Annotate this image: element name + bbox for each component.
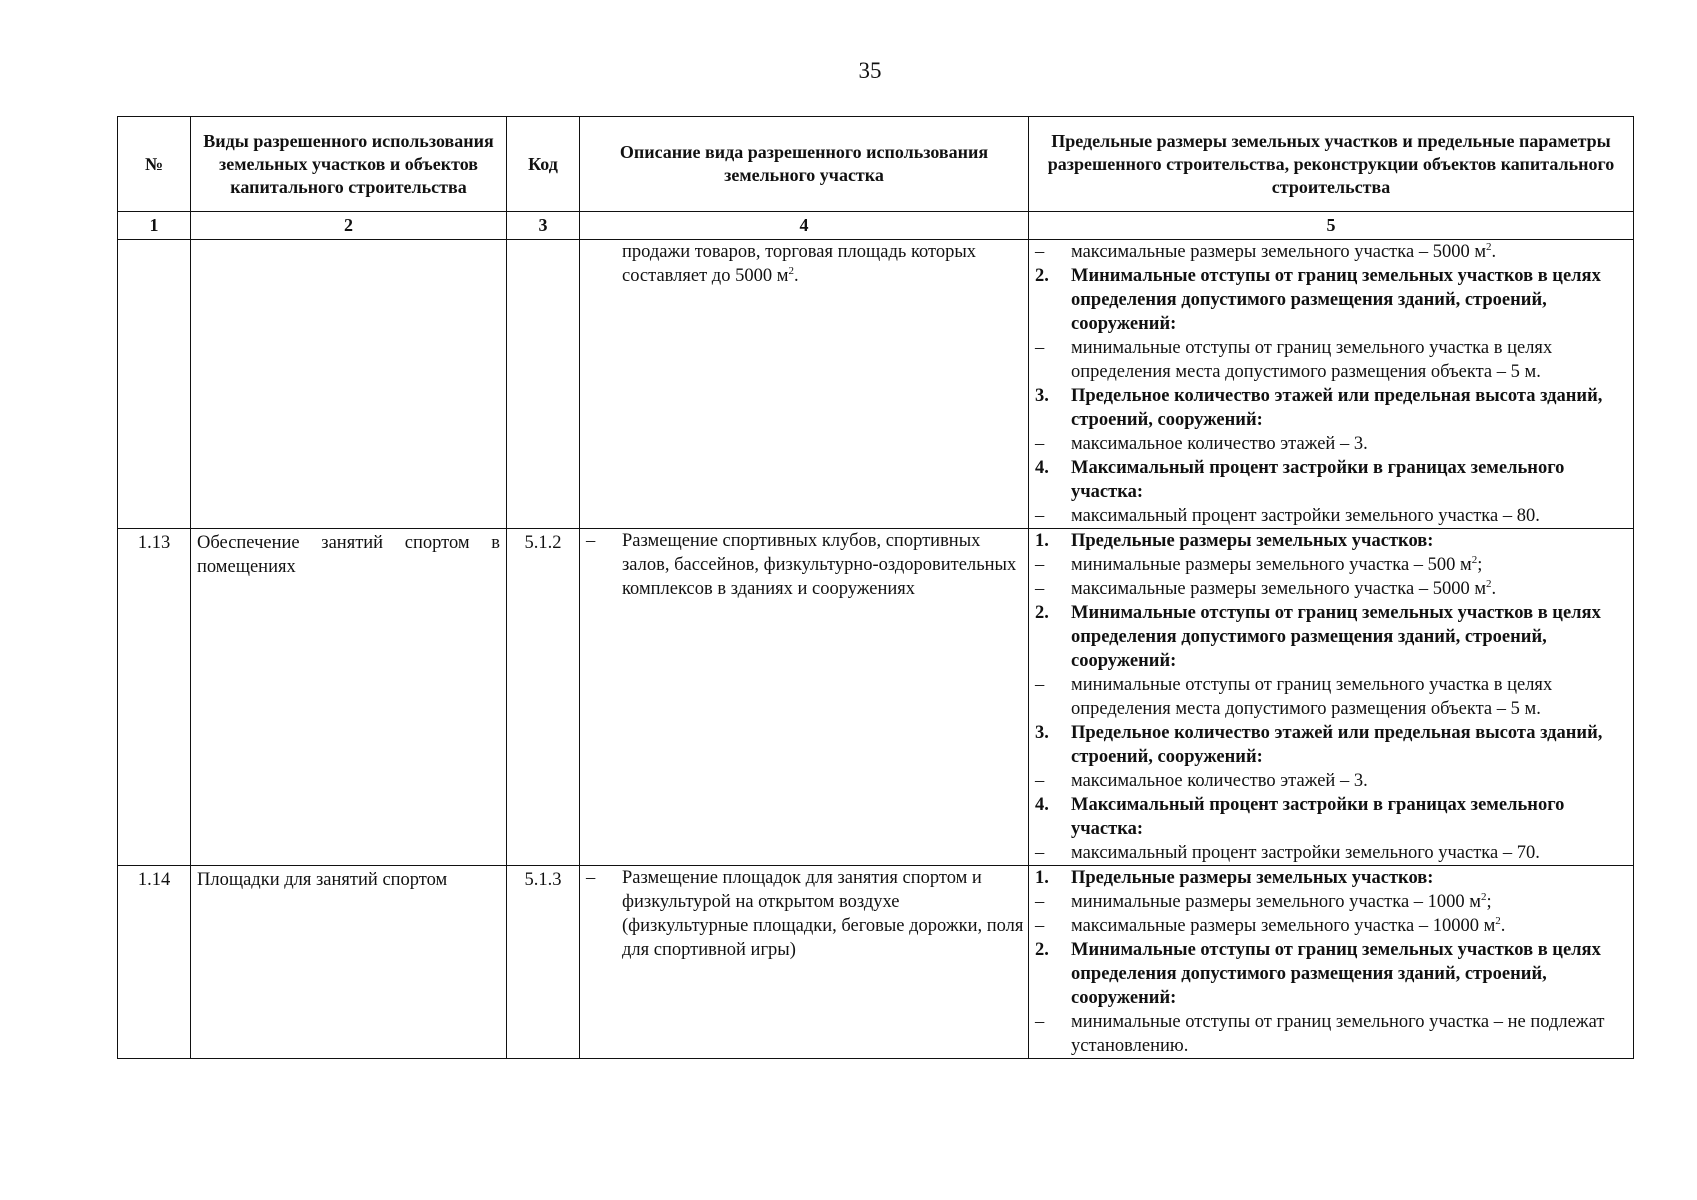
list-marker: – — [1035, 916, 1045, 936]
table-row — [118, 529, 1634, 866]
row-number: 1.14 — [118, 866, 191, 1059]
parameter-heading — [1029, 456, 1625, 504]
header-num: № — [118, 117, 191, 212]
parameter-text: минимальные размеры земельного участка – 500 $м^2$; — [1071, 554, 1483, 575]
parameter-item — [1029, 553, 1625, 577]
list-marker: 2. — [1035, 940, 1049, 960]
column-number: 4 — [580, 212, 1029, 240]
header-row — [118, 117, 1634, 212]
use-type-name — [191, 240, 507, 529]
parameter-heading — [1029, 866, 1625, 890]
list-marker: 3. — [1035, 723, 1049, 743]
parameter-text: максимальные размеры земельного участка – 10000 $м^2$. — [1071, 915, 1506, 936]
parameter-text: минимальные отступы от границ земельного участка – не подлежат установлению. — [1071, 1012, 1605, 1056]
parameter-text: Минимальные отступы от границ земельных участков в целях определения допустимого размещения зданий, строений, сооружений: — [1071, 940, 1601, 1008]
list-marker: – — [1035, 675, 1045, 695]
parameter-item — [1029, 432, 1625, 456]
column-number: 5 — [1029, 212, 1634, 240]
parameter-text: минимальные отступы от границ земельного участка в целях определения места допустимого размещения объекта – 5 м. — [1071, 338, 1553, 382]
parameter-text: максимальный процент застройки земельного участка – 70. — [1071, 843, 1540, 863]
use-parameters — [1029, 240, 1634, 529]
parameter-text: минимальные отступы от границ земельного участка в целях определения места допустимого размещения объекта – 5 м. — [1071, 675, 1553, 719]
list-marker: 3. — [1035, 386, 1049, 406]
list-marker: – — [1035, 579, 1045, 599]
use-description — [580, 866, 1029, 1059]
parameter-item — [1029, 240, 1625, 264]
parameter-text: Минимальные отступы от границ земельных участков в целях определения допустимого размещения зданий, строений, сооружений: — [1071, 266, 1601, 334]
description-text: Размещение спортивных клубов, спортивных залов, бассейнов, физкультурно-оздоровительных комплексов в зданиях и сооружениях — [622, 531, 1017, 599]
list-marker: – — [1035, 242, 1045, 262]
use-code: 5.1.2 — [507, 529, 580, 866]
column-number: 3 — [507, 212, 580, 240]
parameter-text: Предельное количество этажей или предельная высота зданий, строений, сооружений: — [1071, 386, 1603, 430]
list-marker: 1. — [1035, 531, 1049, 551]
table-body — [118, 240, 1634, 1059]
list-marker: – — [586, 868, 596, 888]
list-marker: 2. — [1035, 266, 1049, 286]
list-marker: – — [586, 531, 596, 551]
list-marker: – — [1035, 555, 1045, 575]
parameter-item — [1029, 1010, 1625, 1058]
parameter-heading — [1029, 721, 1625, 769]
parameter-text: Максимальный процент застройки в границах земельного участка: — [1071, 458, 1565, 502]
row-number — [118, 240, 191, 529]
description-line — [580, 529, 1024, 601]
use-code — [507, 240, 580, 529]
parameter-text: Предельные размеры земельных участков: — [1071, 868, 1434, 888]
land-use-table — [117, 116, 1634, 1059]
list-marker: – — [1035, 843, 1045, 863]
header-use-type: Виды разрешенного использования земельных участков и объектов капитального строительства — [191, 117, 507, 212]
table-row — [118, 866, 1634, 1059]
header-params: Предельные размеры земельных участков и предельные параметры разрешенного строительства, реконструкции объектов капитального строительства — [1029, 117, 1634, 212]
list-marker: – — [1035, 338, 1045, 358]
use-parameters — [1029, 529, 1634, 866]
parameter-text: Предельные размеры земельных участков: — [1071, 531, 1434, 551]
list-marker: 4. — [1035, 458, 1049, 478]
list-marker: – — [1035, 1012, 1045, 1032]
parameter-text: Максимальный процент застройки в границах земельного участка: — [1071, 795, 1565, 839]
list-marker: – — [1035, 506, 1045, 526]
description-text: Размещение площадок для занятия спортом и физкультурой на открытом воздухе (физкультурные площадки, беговые дорожки, поля для спортивной игры) — [622, 868, 1024, 960]
parameter-item — [1029, 336, 1625, 384]
row-number: 1.13 — [118, 529, 191, 866]
column-number-row — [118, 212, 1634, 240]
list-marker: 2. — [1035, 603, 1049, 623]
use-code: 5.1.3 — [507, 866, 580, 1059]
table-row — [118, 240, 1634, 529]
parameter-heading — [1029, 793, 1625, 841]
parameter-item — [1029, 841, 1625, 865]
parameter-heading — [1029, 529, 1625, 553]
parameter-text: максимальное количество этажей – 3. — [1071, 771, 1368, 791]
parameter-text: Предельное количество этажей или предельная высота зданий, строений, сооружений: — [1071, 723, 1603, 767]
parameter-item — [1029, 504, 1625, 528]
header-code: Код — [507, 117, 580, 212]
use-description — [580, 529, 1029, 866]
use-parameters — [1029, 866, 1634, 1059]
list-marker: 1. — [1035, 868, 1049, 888]
parameter-text: максимальный процент застройки земельного участка – 80. — [1071, 506, 1540, 526]
column-number: 1 — [118, 212, 191, 240]
parameter-text: минимальные размеры земельного участка – 1000 $м^2$; — [1071, 891, 1492, 912]
parameter-heading — [1029, 264, 1625, 336]
page-number: 35 — [858, 58, 882, 83]
use-type-name: Площадки для занятий спортом — [191, 866, 507, 1059]
description-line — [580, 866, 1024, 962]
parameter-heading — [1029, 938, 1625, 1010]
list-marker: – — [1035, 434, 1045, 454]
parameter-item — [1029, 577, 1625, 601]
parameter-text: Минимальные отступы от границ земельных участков в целях определения допустимого размещения зданий, строений, сооружений: — [1071, 603, 1601, 671]
list-marker: – — [1035, 892, 1045, 912]
parameter-item — [1029, 673, 1625, 721]
list-marker: – — [1035, 771, 1045, 791]
parameter-item — [1029, 914, 1625, 938]
parameter-item — [1029, 890, 1625, 914]
use-description — [580, 240, 1029, 529]
description-text: продажи товаров, торговая площадь которых составляет до 5000 $м^2$. — [622, 242, 977, 286]
parameter-item — [1029, 769, 1625, 793]
description-line — [580, 240, 1024, 288]
parameter-heading — [1029, 601, 1625, 673]
use-type-name: Обеспечение занятий спортом в помещениях — [191, 529, 507, 866]
parameter-text: максимальные размеры земельного участка – 5000 $м^2$. — [1071, 241, 1497, 262]
parameter-text: максимальное количество этажей – 3. — [1071, 434, 1368, 454]
parameter-text: максимальные размеры земельного участка – 5000 $м^2$. — [1071, 578, 1497, 599]
list-marker: 4. — [1035, 795, 1049, 815]
parameter-heading — [1029, 384, 1625, 432]
header-description: Описание вида разрешенного использования земельного участка — [580, 117, 1029, 212]
column-number: 2 — [191, 212, 507, 240]
